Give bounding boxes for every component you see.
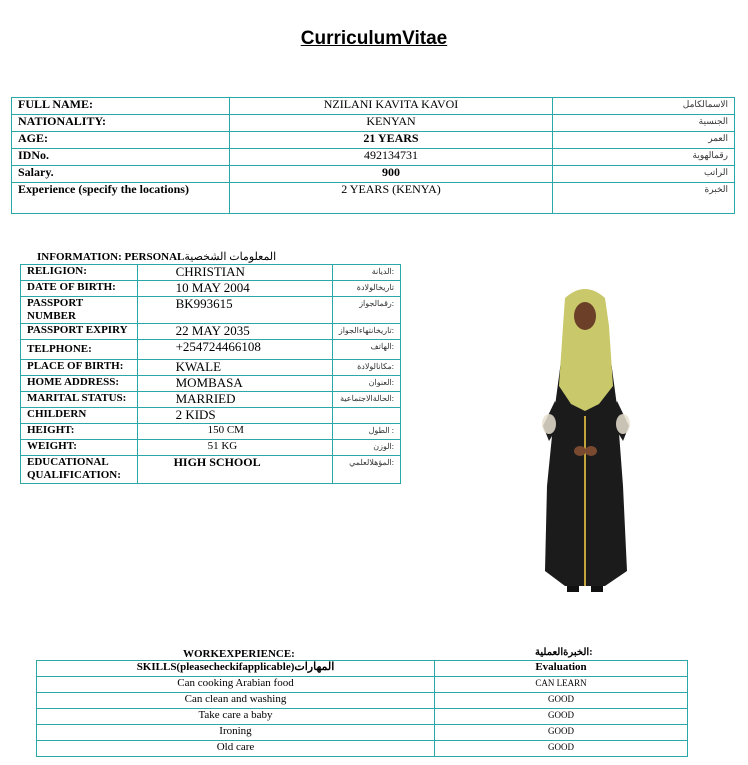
personal-info-label: DATE OF BIRTH: — [21, 281, 138, 297]
skill-name: Can clean and washing — [37, 693, 435, 709]
skills-table — [36, 660, 688, 757]
skill-evaluation: GOOD — [435, 741, 688, 757]
work-experience-label: WORKEXPERIENCE: — [183, 648, 295, 660]
main-info-label: Salary. — [12, 166, 230, 183]
main-info-arabic: رقمالهوية — [553, 149, 735, 166]
personal-info-value: MARRIED — [137, 392, 332, 408]
skills-header-row — [37, 661, 688, 677]
personal-info-row — [21, 340, 401, 360]
personal-info-row — [21, 440, 401, 456]
skill-row — [37, 709, 688, 725]
main-info-value: 2 YEARS (KENYA) — [230, 183, 553, 214]
main-info-row — [12, 98, 735, 115]
skill-name: Old care — [37, 741, 435, 757]
personal-info-value: BK993615 — [137, 297, 332, 324]
personal-info-row — [21, 376, 401, 392]
main-info-arabic: الاسمالكامل — [553, 98, 735, 115]
skill-evaluation: CAN LEARN — [435, 677, 688, 693]
skill-row — [37, 677, 688, 693]
personal-info-row — [21, 392, 401, 408]
personal-info-arabic: الديانة: — [332, 265, 400, 281]
page-title: CurriculumVitae — [300, 28, 448, 49]
personal-info-label: MARITAL STATUS: — [21, 392, 138, 408]
main-info-arabic: الراتب — [553, 166, 735, 183]
personal-info-label: PASSPORT NUMBER — [21, 297, 138, 324]
personal-info-row — [21, 281, 401, 297]
personal-info-arabic: تاريخالولادة — [332, 281, 400, 297]
skill-row — [37, 725, 688, 741]
personal-info-label: HEIGHT: — [21, 424, 138, 440]
candidate-photo — [535, 286, 635, 606]
main-info-label: Experience (specify the locations) — [12, 183, 230, 214]
skill-row — [37, 693, 688, 709]
personal-info-value: 10 MAY 2004 — [137, 281, 332, 297]
personal-info-heading — [37, 250, 276, 263]
personal-info-row — [21, 360, 401, 376]
main-info-value: 900 — [230, 166, 553, 183]
main-info-value: 492134731 — [230, 149, 553, 166]
personal-info-arabic: العنوان: — [332, 376, 400, 392]
personal-info-label: PASSPORT EXPIRY — [21, 324, 138, 340]
personal-info-arabic: المؤهلالعلمي: — [332, 456, 400, 484]
personal-info-label: EDUCATIONAL QUALIFICATION: — [21, 456, 138, 484]
personal-info-arabic: رقمالجواز: — [332, 297, 400, 324]
personal-info-row — [21, 456, 401, 484]
personal-info-label: WEIGHT: — [21, 440, 138, 456]
skills-header-cell — [37, 661, 435, 677]
personal-info-value: 51 KG — [137, 440, 332, 456]
main-info-label: IDNo. — [12, 149, 230, 166]
main-info-arabic: الخبرة — [553, 183, 735, 214]
personal-info-arabic: مكانالولادة: — [332, 360, 400, 376]
main-info-label: NATIONALITY: — [12, 115, 230, 132]
personal-info-label: PLACE OF BIRTH: — [21, 360, 138, 376]
skills-header-label: SKILLS(pleasecheckifapplicable) — [136, 661, 295, 673]
personal-info-row — [21, 324, 401, 340]
personal-info-value: 22 MAY 2035 — [137, 324, 332, 340]
skill-evaluation: GOOD — [435, 709, 688, 725]
main-info-value: 21 YEARS — [230, 132, 553, 149]
skill-evaluation: GOOD — [435, 725, 688, 741]
main-info-row — [12, 166, 735, 183]
main-info-row — [12, 115, 735, 132]
personal-info-row — [21, 408, 401, 424]
personal-info-arabic: الحالةالاجتماعية: — [332, 392, 400, 408]
personal-info-row — [21, 297, 401, 324]
main-info-value: KENYAN — [230, 115, 553, 132]
personal-info-arabic: الوزن: — [332, 440, 400, 456]
personal-info-value: 2 KIDS — [137, 408, 332, 424]
personal-info-value: 150 CM — [137, 424, 332, 440]
personal-info-row — [21, 265, 401, 281]
skill-name: Can cooking Arabian food — [37, 677, 435, 693]
personal-info-value: MOMBASA — [137, 376, 332, 392]
personal-info-value: HIGH SCHOOL — [137, 456, 332, 484]
main-info-row — [12, 183, 735, 214]
skill-name: Take care a baby — [37, 709, 435, 725]
main-info-row — [12, 149, 735, 166]
personal-info-value: KWALE — [137, 360, 332, 376]
main-info-row — [12, 132, 735, 149]
main-info-arabic: الجنسية — [553, 115, 735, 132]
main-info-value: NZILANI KAVITA KAVOI — [230, 98, 553, 115]
personal-info-label: RELIGION: — [21, 265, 138, 281]
skills-header-arabic: المهارات — [294, 661, 335, 673]
personal-info-label: HOME ADDRESS: — [21, 376, 138, 392]
personal-heading-label: INFORMATION: PERSONAL — [37, 251, 185, 263]
main-info-label: AGE: — [12, 132, 230, 149]
personal-info-label: CHILDERN — [21, 408, 138, 424]
main-info-arabic: العمر — [553, 132, 735, 149]
personal-info-label: TELPHONE: — [21, 340, 138, 360]
personal-info-value: CHRISTIAN — [137, 265, 332, 281]
skill-row — [37, 741, 688, 757]
skill-name: Ironing — [37, 725, 435, 741]
personal-info-arabic: الهاتف: — [332, 340, 400, 360]
main-info-table — [11, 97, 735, 214]
personal-info-row — [21, 424, 401, 440]
personal-heading-arabic: المعلومات الشخصية — [184, 251, 277, 263]
skill-evaluation: GOOD — [435, 693, 688, 709]
personal-info-arabic: تاريخانتهاءالجواز: — [332, 324, 400, 340]
work-experience-arabic: الخبرةالعملية: — [535, 647, 593, 658]
evaluation-header: Evaluation — [435, 661, 688, 677]
main-info-label: FULL NAME: — [12, 98, 230, 115]
personal-info-arabic — [332, 408, 400, 424]
personal-info-table — [20, 264, 401, 484]
personal-info-value: +254724466108 — [137, 340, 332, 360]
personal-info-arabic: الطول : — [332, 424, 400, 440]
